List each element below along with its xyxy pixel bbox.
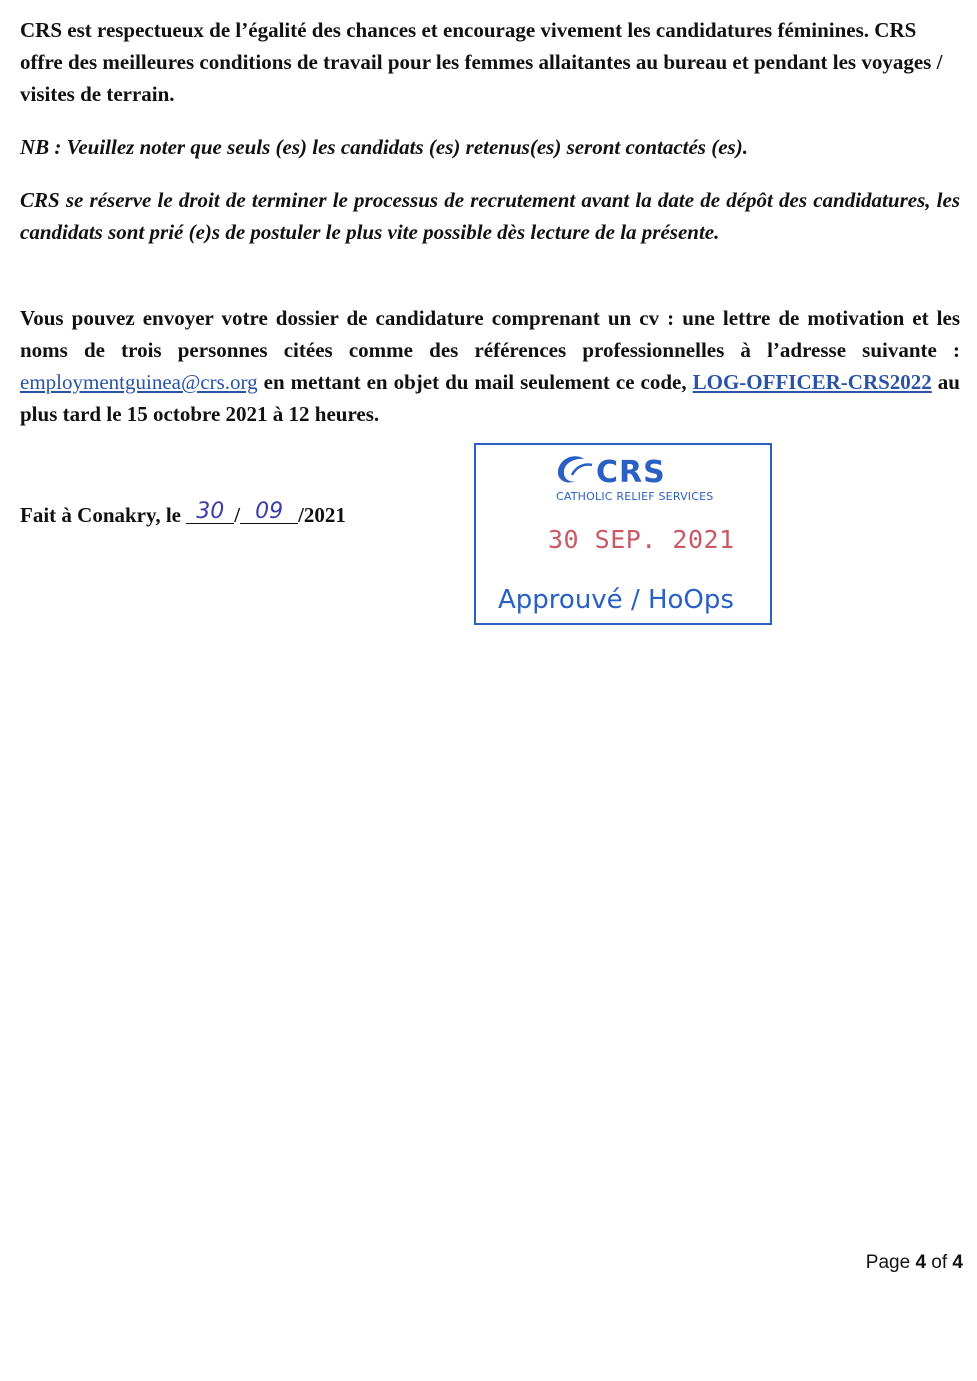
handwritten-day: 30: [186, 501, 234, 524]
paragraph-nb-note: NB : Veuillez noter que seuls (es) les candidats (es) retenus(es) seront contactés (es).: [20, 135, 748, 159]
subject-code-link[interactable]: LOG-OFFICER-CRS2022: [692, 370, 932, 394]
stamp-approval-text: Approuvé / HoOps: [498, 585, 734, 615]
date-year: /2021: [298, 503, 346, 527]
application-text-subject: en mettant en objet du mail seulement ce code,: [257, 370, 693, 394]
handwritten-month: 09: [240, 501, 298, 524]
approval-stamp: [474, 443, 772, 625]
page-of-label: of: [926, 1252, 953, 1273]
paragraph-application-instructions: [20, 302, 960, 430]
email-link[interactable]: employmentguinea@crs.org: [20, 370, 258, 394]
paragraph-equal-opportunity: CRS est respectueux de l’égalité des chances et encourage vivement les candidatures féminines. CRS offre des meilleures conditions de travail pour les femmes allaitantes au bureau et pendant les voyages / visites de terrain.: [20, 18, 943, 106]
signature-date-line: [20, 499, 346, 528]
signature-place-label: Fait à Conakry, le: [20, 503, 187, 527]
paragraph-recruitment-reserve: CRS se réserve le droit de terminer le processus de recrutement avant la date de dépôt des candidatures, les candidats sont prié (e)s de postuler le plus vite possible dès lecture de la présente.: [20, 188, 960, 244]
stamp-date: 30 SEP. 2021: [548, 525, 735, 554]
stamp-organization: CATHOLIC RELIEF SERVICES: [556, 490, 714, 503]
stamp-logo-text: CRS: [596, 455, 666, 490]
page-total: 4: [952, 1252, 963, 1273]
page-number: [866, 1252, 963, 1274]
page-label: Page: [865, 1252, 916, 1273]
page-current: 4: [915, 1252, 927, 1273]
date-separator: /: [234, 503, 241, 527]
application-text-intro: Vous pouvez envoyer votre dossier de candidature comprenant un cv : une lettre de motivation et les noms de trois personnes citées comme des références professionnelles à l’adresse suivante :: [20, 306, 960, 362]
application-text-deadline: au plus tard le 15 octobre 2021 à 12 heures.: [20, 370, 960, 426]
crs-logo-icon: [554, 453, 594, 487]
